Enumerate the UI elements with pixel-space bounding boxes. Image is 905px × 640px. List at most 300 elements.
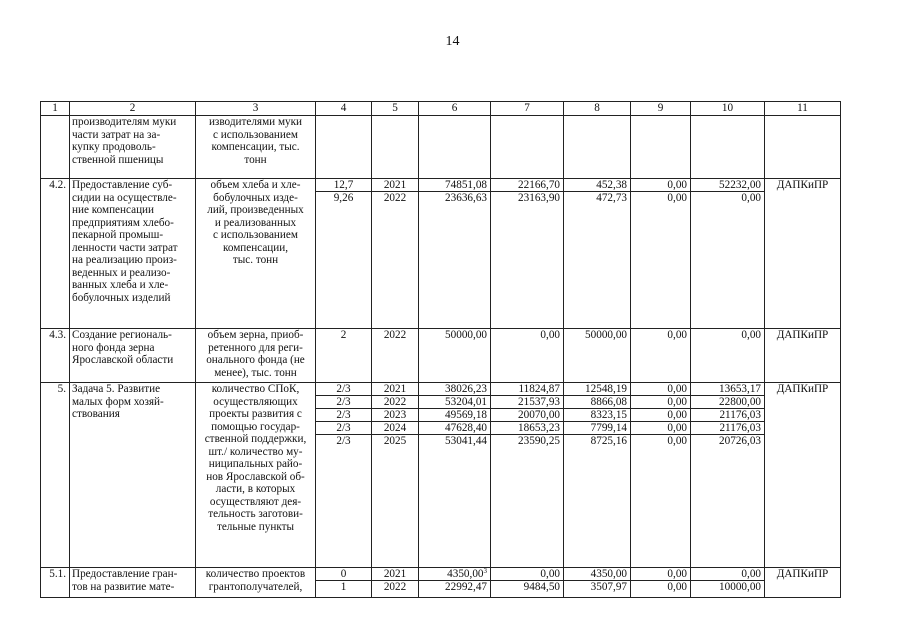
year-list (372, 568, 418, 593)
executor: ДАПКиПР (765, 329, 841, 383)
value-row (564, 192, 630, 205)
value-row (691, 581, 764, 594)
year (372, 116, 419, 179)
row-number: 4.2. (41, 179, 70, 329)
local-amount-list (631, 179, 690, 204)
indicator-value (316, 179, 372, 329)
value: 1 (340, 581, 347, 593)
value: 472,73 (596, 192, 627, 204)
text-line: ретенного для реги- (208, 341, 303, 354)
value-row (631, 581, 690, 594)
federal-amount (491, 329, 564, 383)
other-amount-list (691, 179, 764, 204)
value-row (419, 568, 490, 581)
value-row (491, 568, 563, 581)
value: 23163,90 (518, 192, 560, 204)
row-number: 5.1. (41, 568, 70, 598)
regional-amount (564, 329, 631, 383)
text-line: ственной пшеницы (72, 153, 164, 166)
value-row (631, 435, 690, 448)
indicator-name-text (198, 116, 313, 166)
other-amount (691, 568, 765, 598)
value: 2021 (372, 179, 418, 192)
text-line: осуществляют дея- (209, 495, 302, 508)
value: 10000,00 (719, 581, 761, 593)
value: 0,00 (667, 581, 687, 593)
text-line: пекарной промыш- (72, 229, 164, 241)
value: 9484,50 (523, 581, 560, 593)
value-row (491, 396, 563, 409)
value: 0 (316, 568, 371, 581)
value: 8866,08 (564, 396, 630, 409)
value-row (491, 409, 563, 422)
federal-amount (491, 116, 564, 179)
executor: ДАПКиПР (765, 568, 841, 598)
value-row (419, 422, 490, 435)
indicator-name-text (198, 383, 313, 533)
text-line: ленности части затрат (72, 241, 178, 254)
text-line: ниципальных райо- (208, 458, 303, 470)
other-amount-list (691, 383, 764, 447)
value-row (564, 422, 630, 435)
table-row (41, 568, 841, 598)
year-list (372, 383, 418, 447)
regional-amount-list (564, 329, 630, 341)
text-line: Предоставление гран- (72, 568, 178, 580)
value: 22166,70 (491, 179, 563, 192)
indicator-name-text (198, 179, 313, 267)
value: 22992,47 (445, 581, 487, 593)
value-row (372, 329, 418, 341)
value: 20726,03 (719, 435, 761, 447)
header-cell: 5 (372, 102, 419, 116)
value-row (564, 383, 630, 396)
total-amount-list (419, 383, 490, 447)
value-row (372, 581, 418, 594)
indicator-value (316, 568, 372, 598)
value: 12,7 (316, 179, 371, 192)
value-row (316, 192, 371, 205)
text-line: и реализованных (214, 216, 297, 229)
text-line: компенсации, тыс. (211, 141, 300, 153)
text-line: шт./ количество му- (208, 445, 303, 458)
text-line: ние компенсации (72, 204, 155, 216)
value-row (491, 435, 563, 448)
value-row (564, 179, 630, 192)
value-row (631, 409, 690, 422)
total-amount-list (419, 329, 490, 341)
text-line: количество СПоК, (211, 383, 300, 395)
value: 13653,17 (691, 383, 764, 396)
local-amount (631, 329, 691, 383)
text-line: производителям муки (72, 116, 177, 128)
value-row (564, 329, 630, 341)
value-row (631, 329, 690, 341)
header-cell: 10 (691, 102, 765, 116)
indicator-name (196, 179, 316, 329)
indicator-value-list (316, 383, 371, 447)
value-row (564, 568, 630, 581)
text-line: веденных и реализо- (72, 266, 171, 279)
value: 11824,87 (491, 383, 563, 396)
table-row (41, 179, 841, 329)
value-row (316, 568, 371, 581)
text-line: тыс. тонн (232, 254, 279, 266)
measure-name-text (72, 329, 193, 367)
value-row (691, 179, 764, 192)
local-amount (631, 383, 691, 568)
value-row (372, 422, 418, 435)
indicator-name-text (198, 329, 313, 379)
value: 2/3 (336, 435, 351, 447)
value: 0,00 (540, 329, 560, 341)
value: 2/3 (316, 383, 371, 396)
year (372, 329, 419, 383)
text-line: тонн (244, 153, 267, 166)
measure-name (70, 329, 196, 383)
value: 47628,40 (419, 422, 490, 435)
year-list (372, 329, 418, 341)
table-row (41, 383, 841, 568)
text-line: Предоставление суб- (72, 179, 173, 191)
text-line: ствования (72, 408, 120, 420)
value-row (316, 383, 371, 396)
value: 0,00 (667, 192, 687, 204)
text-line: компенсации, (222, 241, 289, 254)
federal-amount-list (491, 383, 563, 447)
value: 2022 (383, 581, 407, 593)
text-line: лий, произведенных (207, 204, 304, 216)
value: 2/3 (316, 396, 371, 409)
value-row (316, 422, 371, 435)
federal-amount-list (491, 568, 563, 593)
value-row (372, 192, 418, 205)
text-line: изводителями муки (208, 116, 303, 128)
value-row (372, 383, 418, 396)
federal-amount (491, 383, 564, 568)
value: 4350,00$^3$ (419, 568, 490, 581)
value-row (372, 568, 418, 581)
header-cell: 11 (765, 102, 841, 116)
value-row (372, 409, 418, 422)
value-row (372, 435, 418, 448)
value: 2/3 (316, 409, 371, 422)
text-line: нов Ярославской об- (206, 470, 305, 483)
value-row (564, 409, 630, 422)
indicator-name (196, 116, 316, 179)
header-cell: 7 (491, 102, 564, 116)
indicator-value-list (316, 329, 371, 341)
value: 9,26 (333, 192, 354, 204)
text-line: менее), тыс. тонн (214, 366, 297, 379)
other-amount-list (691, 568, 764, 593)
row-number: 5. (41, 383, 70, 568)
text-line: Ярославской области (72, 354, 174, 366)
value-row (491, 192, 563, 205)
value: 0,00 (631, 409, 690, 422)
value: 2 (340, 329, 347, 341)
local-amount (631, 568, 691, 598)
indicator-value (316, 383, 372, 568)
value: 0,00 (741, 192, 761, 204)
value-row (419, 409, 490, 422)
indicator-name (196, 568, 316, 598)
program-table (40, 101, 840, 598)
indicator-value (316, 116, 372, 179)
local-amount-list (631, 329, 690, 341)
value: 0,00 (631, 383, 690, 396)
table-row (41, 329, 841, 383)
value: 3507,97 (590, 581, 627, 593)
value-row (491, 422, 563, 435)
total-amount-list (419, 568, 490, 593)
other-amount (691, 329, 765, 383)
value: 0,00 (667, 435, 687, 447)
value: 2022 (383, 192, 407, 204)
text-line: на реализацию произ- (72, 254, 177, 266)
indicator-name (196, 383, 316, 568)
text-line: сидии на осуществле- (72, 191, 177, 204)
text-line: бобулочных изде- (213, 191, 298, 204)
executor: ДАПКиПР (765, 383, 841, 568)
value-row (691, 396, 764, 409)
value: 0,00 (741, 329, 761, 341)
local-amount-list (631, 383, 690, 447)
local-amount-list (631, 568, 690, 593)
total-amount (419, 116, 491, 179)
value-row (419, 329, 490, 341)
other-amount (691, 116, 765, 179)
value: 0,00 (631, 568, 690, 581)
table-row (41, 116, 841, 179)
value: 2025 (383, 435, 407, 447)
value-row (564, 396, 630, 409)
value: 2023 (372, 409, 418, 422)
value-row (691, 383, 764, 396)
text-line: ласти, в которых (215, 483, 296, 495)
measure-name (70, 116, 196, 179)
indicator-value-list (316, 568, 371, 593)
value-row (372, 396, 418, 409)
text-line: части затрат на за- (72, 128, 161, 141)
value-row (631, 192, 690, 205)
value-row (419, 396, 490, 409)
value-row (564, 581, 630, 594)
page-number: 14 (445, 34, 460, 49)
value-row (491, 383, 563, 396)
value-row (691, 435, 764, 448)
text-line: осуществляющих (213, 395, 298, 408)
value: 0,00 (631, 179, 690, 192)
header-row (41, 102, 841, 116)
value-row (419, 179, 490, 192)
value: 53204,01 (419, 396, 490, 409)
text-line: тов на развитие мате- (72, 580, 175, 593)
value: 7799,14 (564, 422, 630, 435)
value-row (691, 192, 764, 205)
value: 49569,18 (419, 409, 490, 422)
text-line: бобулочных изделий (72, 291, 171, 304)
value: 452,38 (564, 179, 630, 192)
value: 21176,03 (691, 422, 764, 435)
year (372, 179, 419, 329)
text-line: грантополучателей, (208, 580, 303, 593)
header-cell: 8 (564, 102, 631, 116)
executor: ДАПКиПР (765, 179, 841, 329)
value-row (631, 383, 690, 396)
value: 2021 (372, 383, 418, 396)
text-line: тельность заготови- (208, 508, 303, 520)
row-number (41, 116, 70, 179)
value-row (631, 422, 690, 435)
regional-amount (564, 179, 631, 329)
header-cell: 2 (70, 102, 196, 116)
header-cell: 6 (419, 102, 491, 116)
value: 74851,08 (419, 179, 490, 192)
text-line: объем зерна, приоб- (207, 329, 304, 341)
value-row (419, 192, 490, 205)
value: 22800,00 (691, 396, 764, 409)
measure-name-text (72, 568, 193, 593)
indicator-value (316, 329, 372, 383)
row-number: 4.3. (41, 329, 70, 383)
value: 0,00 (667, 329, 687, 341)
text-line: ственной поддержки, (204, 433, 307, 445)
value-row (631, 568, 690, 581)
value-row (316, 396, 371, 409)
text-line: тельные пункты (216, 520, 295, 533)
year-list (372, 179, 418, 204)
executor (765, 116, 841, 179)
text-line: Создание региональ- (72, 329, 172, 341)
value-row (316, 329, 371, 341)
measure-name-text (72, 179, 193, 304)
value: 0,00 (631, 422, 690, 435)
text-line: с использованием (213, 229, 298, 241)
indicator-value-list (316, 179, 371, 204)
value: 53041,44 (445, 435, 487, 447)
value-row (691, 409, 764, 422)
value: 4350,00 (564, 568, 630, 581)
value: 0,00 (631, 396, 690, 409)
value: 2/3 (316, 422, 371, 435)
federal-amount-list (491, 329, 563, 341)
indicator-name-text (198, 568, 313, 593)
year (372, 568, 419, 598)
value: 2021 (372, 568, 418, 581)
value-row (631, 179, 690, 192)
value-row (491, 179, 563, 192)
value: 23590,25 (518, 435, 560, 447)
total-amount (419, 383, 491, 568)
total-amount (419, 568, 491, 598)
value: 0,00 (491, 568, 563, 581)
value-row (419, 383, 490, 396)
year (372, 383, 419, 568)
header-cell: 1 (41, 102, 70, 116)
value-row (491, 329, 563, 341)
value: 18653,23 (491, 422, 563, 435)
text-line: онального фонда (не (206, 354, 305, 366)
local-amount (631, 179, 691, 329)
value-row (316, 435, 371, 448)
value: 52232,00 (691, 179, 764, 192)
indicator-name (196, 329, 316, 383)
measure-name (70, 383, 196, 568)
regional-amount (564, 568, 631, 598)
value: 2024 (372, 422, 418, 435)
total-amount (419, 179, 491, 329)
value: 20070,00 (491, 409, 563, 422)
header-cell: 3 (196, 102, 316, 116)
text-line: малых форм хозяй- (72, 395, 164, 408)
text-line: ного фонда зерна (72, 341, 155, 354)
value: 50000,00 (445, 329, 487, 341)
value: 38026,23 (419, 383, 490, 396)
measure-name-text (72, 383, 193, 421)
text-line: количество проектов (205, 568, 306, 580)
measure-name (70, 179, 196, 329)
regional-amount (564, 383, 631, 568)
local-amount (631, 116, 691, 179)
value: 2022 (372, 396, 418, 409)
value-row (491, 581, 563, 594)
value: 0,00 (691, 568, 764, 581)
value-row (372, 179, 418, 192)
other-amount-list (691, 329, 764, 341)
federal-amount-list (491, 179, 563, 204)
text-line: предприятиям хлебо- (72, 216, 174, 229)
total-amount (419, 329, 491, 383)
federal-amount (491, 179, 564, 329)
value: 12548,19 (564, 383, 630, 396)
text-line: проекты развития с (209, 408, 302, 420)
value-row (691, 568, 764, 581)
value-row (419, 435, 490, 448)
footnote-mark: 3 (483, 568, 487, 575)
text-line: с использованием (213, 128, 298, 141)
value: 23636,63 (445, 192, 487, 204)
value-row (631, 396, 690, 409)
header-cell: 9 (631, 102, 691, 116)
text-line: помощью государ- (211, 420, 300, 433)
measure-name (70, 568, 196, 598)
value: 21537,93 (491, 396, 563, 409)
value: 2022 (383, 329, 407, 341)
text-line: ванных хлеба и хле- (72, 279, 169, 291)
other-amount (691, 383, 765, 568)
value: 8323,15 (564, 409, 630, 422)
regional-amount-list (564, 383, 630, 447)
value-row (691, 422, 764, 435)
regional-amount-list (564, 179, 630, 204)
value-row (316, 179, 371, 192)
value-row (691, 329, 764, 341)
value: 21176,03 (691, 409, 764, 422)
text-line: объем хлеба и хле- (210, 179, 301, 191)
text-line: Задача 5. Развитие (72, 383, 161, 395)
regional-amount (564, 116, 631, 179)
text-line: купку продоволь- (72, 141, 156, 153)
value-row (564, 435, 630, 448)
value-row (316, 409, 371, 422)
total-amount-list (419, 179, 490, 204)
value-row (316, 581, 371, 594)
other-amount (691, 179, 765, 329)
value: 8725,16 (590, 435, 627, 447)
header-cell: 4 (316, 102, 372, 116)
federal-amount (491, 568, 564, 598)
